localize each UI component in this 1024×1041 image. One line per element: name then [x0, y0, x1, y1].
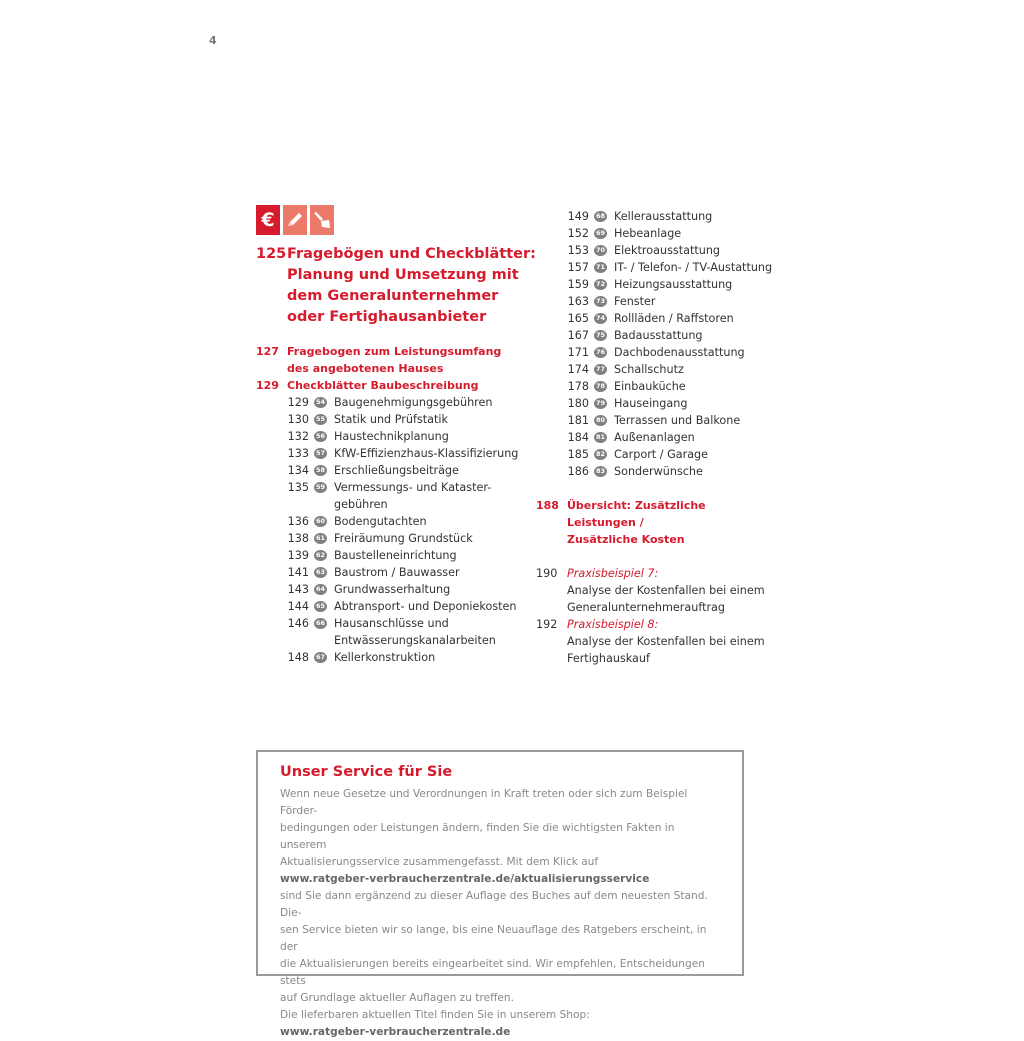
item-title: Elektroausstattung	[614, 244, 721, 257]
item-title: Badausstattung	[614, 329, 703, 342]
item-number-badge: 62	[315, 551, 326, 559]
item-number-badge: 78	[595, 382, 606, 390]
page-number: 4	[209, 34, 217, 47]
item-page: 143	[287, 583, 309, 596]
item-number-badge: 55	[315, 415, 326, 423]
item-page: 186	[567, 465, 589, 478]
toc-item[interactable]	[256, 428, 526, 445]
item-title: Heizungsausstattung	[614, 278, 733, 291]
item-page: 167	[567, 329, 589, 342]
toc-item[interactable]	[256, 564, 526, 581]
item-number-badge: 61	[315, 534, 326, 542]
section-title: Checkblätter Baubeschreibung	[287, 379, 479, 392]
toc-item[interactable]	[536, 412, 776, 429]
toc-item[interactable]	[256, 394, 526, 411]
item-title: Dachbodenausstattung	[614, 346, 745, 359]
toc-item[interactable]	[256, 411, 526, 428]
toc-item[interactable]	[536, 327, 776, 344]
item-title: Haustechnikplanung	[334, 430, 449, 443]
item-title: Rollläden / Raffstoren	[614, 312, 734, 325]
example-label: Praxisbeispiel 7:	[567, 567, 659, 580]
item-number-badge: 74	[595, 314, 606, 322]
item-title: Carport / Garage	[614, 448, 709, 461]
toc-item[interactable]	[536, 225, 776, 242]
toc-item[interactable]	[536, 429, 776, 446]
toc-item[interactable]	[256, 547, 526, 564]
item-page: 153	[567, 244, 589, 257]
item-page: 184	[567, 431, 589, 444]
toc-example[interactable]	[536, 565, 776, 616]
item-page: 134	[287, 464, 309, 477]
item-number-badge: 64	[315, 585, 326, 593]
item-title: Außenanlagen	[614, 431, 695, 444]
item-number-badge: 70	[595, 246, 606, 254]
item-page: 130	[287, 413, 309, 426]
example-page: 192	[536, 618, 558, 631]
item-page: 139	[287, 549, 309, 562]
item-title: Erschließungsbeiträge	[334, 464, 459, 477]
toc-item[interactable]	[256, 598, 526, 615]
item-page: 138	[287, 532, 309, 545]
trowel-icon	[310, 205, 334, 235]
service-line: sen Service bieten wir so lange, bis eine Neuauflage des Ratgebers erscheint, in der	[280, 924, 707, 953]
chapter-number: 125	[256, 246, 287, 262]
example-page: 190	[536, 567, 558, 580]
item-title: Grundwasserhaltung	[334, 583, 451, 596]
item-number-badge: 67	[315, 653, 326, 661]
item-title: Fenster	[614, 295, 656, 308]
example-text: Fertighauskauf	[567, 652, 650, 665]
item-number-badge: 79	[595, 399, 606, 407]
service-line: Wenn neue Gesetze und Verordnungen in Kraft treten oder sich zum Beispiel Förder-	[280, 788, 688, 817]
example-text: Analyse der Kostenfallen bei einem	[567, 635, 765, 648]
service-line: auf Grundlage aktueller Auflagen zu treffen.	[280, 992, 514, 1004]
item-title: Terrassen und Balkone	[614, 414, 741, 427]
item-number-badge: 75	[595, 331, 606, 339]
service-box	[256, 750, 744, 1038]
toc-item[interactable]	[536, 293, 776, 310]
item-page: 152	[567, 227, 589, 240]
item-number-badge: 81	[595, 433, 606, 441]
toc-item[interactable]	[536, 344, 776, 361]
item-title: Hausanschlüsse und	[334, 617, 449, 630]
item-page: 132	[287, 430, 309, 443]
item-page: 135	[287, 481, 309, 494]
item-number-badge: 73	[595, 297, 606, 305]
service-title: Unser Service für Sie	[280, 764, 453, 780]
service-text	[280, 786, 720, 1041]
toc-item[interactable]	[536, 259, 776, 276]
toc-item[interactable]	[256, 513, 526, 530]
item-title: Hebeanlage	[614, 227, 682, 240]
item-page: 133	[287, 447, 309, 460]
item-number-badge: 77	[595, 365, 606, 373]
toc-item[interactable]	[536, 395, 776, 412]
toc-item[interactable]	[536, 463, 776, 480]
item-title: Entwässerungskanalarbeiten	[334, 634, 496, 647]
item-title: Sonderwünsche	[614, 465, 703, 478]
item-number-badge: 80	[595, 416, 606, 424]
section-title: Zusätzliche Kosten	[567, 533, 685, 546]
item-page: 157	[567, 261, 589, 274]
item-page: 185	[567, 448, 589, 461]
pencil-icon	[283, 205, 307, 235]
item-number-badge: 66	[315, 619, 326, 627]
item-page: 174	[567, 363, 589, 376]
item-title: Baustrom / Bauwasser	[334, 566, 460, 579]
example-text: Generalunternehmerauftrag	[567, 601, 726, 614]
item-number-badge: 76	[595, 348, 606, 356]
toc-right-column	[536, 208, 776, 667]
item-title: Freiräumung Grundstück	[334, 532, 473, 545]
item-title: Einbauküche	[614, 380, 686, 393]
toc-item[interactable]	[536, 276, 776, 293]
chapter-title: Fragebögen und Checkblätter: Planung und Umsetzung mit dem Generalunternehmer oder Fertighausanbieter	[287, 246, 536, 325]
item-number-badge: 58	[315, 466, 326, 474]
item-number-badge: 54	[315, 398, 326, 406]
item-page: 178	[567, 380, 589, 393]
item-page: 144	[287, 600, 309, 613]
service-line: Die lieferbaren aktuellen Titel finden Sie in unserem Shop:	[280, 1009, 590, 1021]
toc-item[interactable]	[536, 361, 776, 378]
service-line: bedingungen oder Leistungen ändern, finden Sie die wichtigsten Fakten in unserem	[280, 822, 675, 851]
item-title: Baugenehmigungsgebühren	[334, 396, 493, 409]
section-page: 188	[536, 499, 559, 512]
item-number-badge: 57	[315, 449, 326, 457]
item-title: Schallschutz	[614, 363, 684, 376]
euro-icon: €	[256, 205, 280, 235]
item-page: 180	[567, 397, 589, 410]
item-number-badge: 65	[315, 602, 326, 610]
item-title: Baustelleneinrichtung	[334, 549, 457, 562]
item-page: 159	[567, 278, 589, 291]
toc-item[interactable]	[536, 446, 776, 463]
service-shop-link[interactable]: www.ratgeber-verbraucherzentrale.de	[280, 1026, 511, 1038]
toc-item[interactable]	[536, 310, 776, 327]
item-number-badge: 69	[595, 229, 606, 237]
toc-item[interactable]	[256, 615, 526, 649]
section-title: Fragebogen zum Leistungsumfang	[287, 345, 502, 358]
toc-item[interactable]	[256, 530, 526, 547]
item-number-badge: 82	[595, 450, 606, 458]
section-title: des angebotenen Hauses	[287, 362, 444, 375]
section-page: 127	[256, 345, 279, 358]
item-number-badge: 71	[595, 263, 606, 271]
item-page: 149	[567, 210, 589, 223]
toc-left-column	[256, 343, 526, 666]
toc-item[interactable]	[256, 462, 526, 479]
item-number-badge: 63	[315, 568, 326, 576]
chapter-heading	[256, 244, 536, 328]
item-number-badge: 83	[595, 467, 606, 475]
toc-item[interactable]	[256, 649, 526, 666]
item-title: Abtransport- und Deponiekosten	[334, 600, 517, 613]
service-line: sind Sie dann ergänzend zu dieser Auflage des Buches auf dem neuesten Stand. Die-	[280, 890, 708, 919]
item-number-badge: 68	[595, 212, 606, 220]
item-page: 129	[287, 396, 309, 409]
item-title: Hauseingang	[614, 397, 688, 410]
item-title: gebühren	[334, 498, 388, 511]
item-title: IT- / Telefon- / TV-Austattung	[614, 261, 773, 274]
example-text: Analyse der Kostenfallen bei einem	[567, 584, 765, 597]
toc-item[interactable]	[536, 378, 776, 395]
service-line: die Aktualisierungen bereits eingearbeitet sind. Wir empfehlen, Entscheidungen stets	[280, 958, 705, 987]
chapter-icons	[256, 205, 334, 235]
item-number-badge: 60	[315, 517, 326, 525]
item-title: Statik und Prüfstatik	[334, 413, 448, 426]
toc-item[interactable]	[536, 208, 776, 225]
toc-item[interactable]	[256, 581, 526, 598]
item-page: 181	[567, 414, 589, 427]
item-page: 165	[567, 312, 589, 325]
item-title: Kellerkonstruktion	[334, 651, 436, 664]
toc-example[interactable]	[536, 616, 776, 667]
example-label: Praxisbeispiel 8:	[567, 618, 659, 631]
service-update-link[interactable]: www.ratgeber-verbraucherzentrale.de/aktualisierungsservice	[280, 873, 650, 885]
item-title: Kellerausstattung	[614, 210, 713, 223]
toc-section[interactable]	[256, 343, 526, 377]
toc-item[interactable]	[256, 479, 526, 513]
item-title: Bodengutachten	[334, 515, 427, 528]
item-number-badge: 59	[315, 483, 326, 491]
item-number-badge: 56	[315, 432, 326, 440]
item-page: 146	[287, 617, 309, 630]
section-page: 129	[256, 379, 279, 392]
item-page: 136	[287, 515, 309, 528]
item-title: KfW-Effizienzhaus-Klassifizierung	[334, 447, 519, 460]
section-title: Übersicht: Zusätzliche Leistungen /	[567, 499, 706, 529]
item-number-badge: 72	[595, 280, 606, 288]
toc-item[interactable]	[536, 242, 776, 259]
item-page: 171	[567, 346, 589, 359]
item-page: 141	[287, 566, 309, 579]
toc-section[interactable]	[256, 377, 526, 394]
service-line: Aktualisierungsservice zusammengefasst. Mit dem Klick auf	[280, 856, 599, 868]
toc-section-overview[interactable]	[536, 497, 776, 548]
item-page: 163	[567, 295, 589, 308]
item-page: 148	[287, 651, 309, 664]
item-title: Vermessungs- und Kataster-	[334, 481, 492, 494]
toc-item[interactable]	[256, 445, 526, 462]
